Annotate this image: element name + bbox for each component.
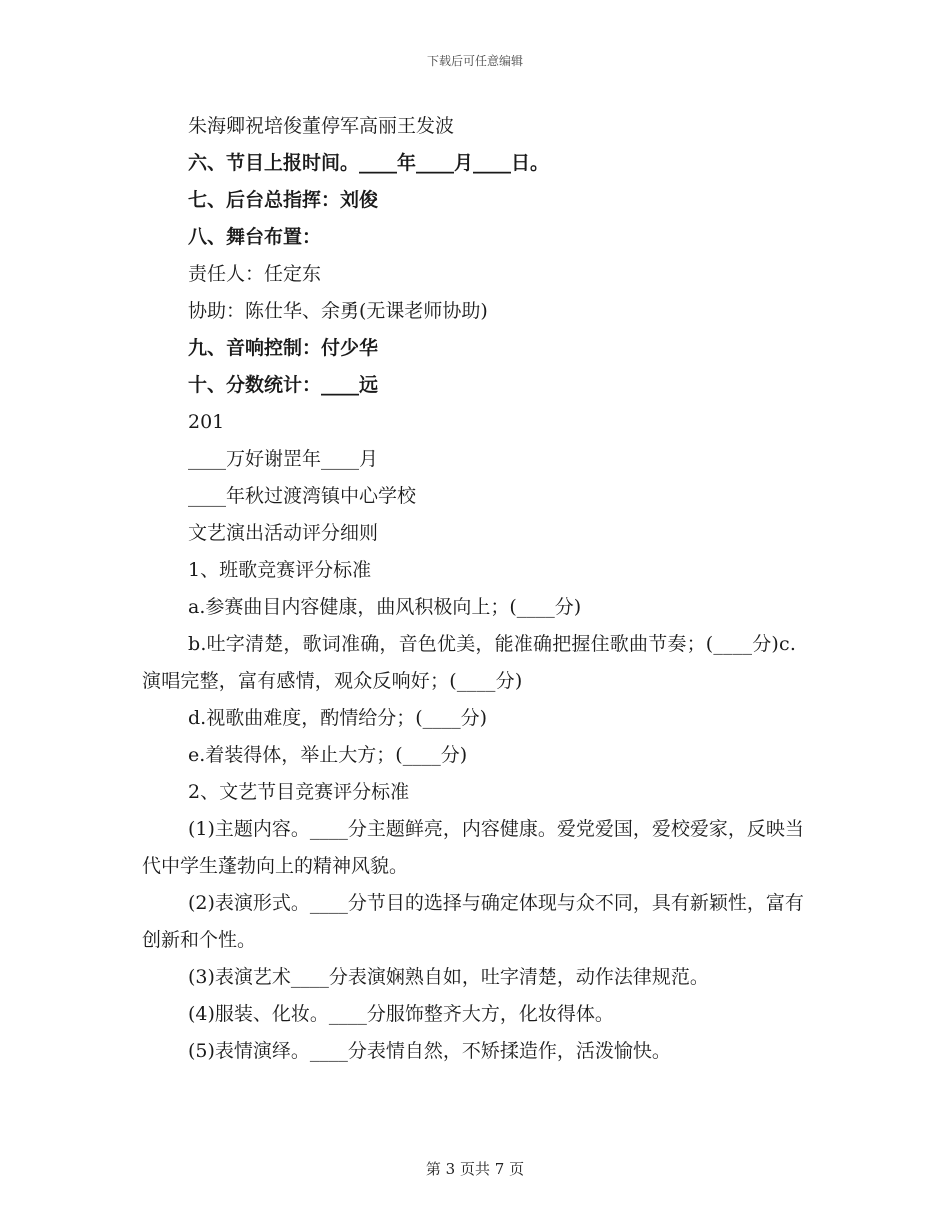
responsible-person-line: 责任人：任定东 bbox=[188, 263, 322, 285]
item-1-theme: (1)主题内容。____分主题鲜亮，内容健康。爱党爱国，爱校爱家，反映当代中学生蓬勃向上的精神风貌。 bbox=[142, 818, 804, 877]
section-6-heading: 六、节目上报时间。____年____月____日。 bbox=[188, 152, 550, 174]
year-line: 201 bbox=[188, 411, 225, 433]
section-8-heading: 八、舞台布置： bbox=[188, 226, 322, 248]
page-footer: 第 3 页共 7 页 bbox=[425, 1160, 525, 1178]
section-9-heading: 九、音响控制：付少华 bbox=[188, 337, 379, 359]
criterion-e: e.着装得体，举止大方；(____分) bbox=[188, 744, 468, 766]
item-3-art: (3)表演艺术____分表演娴熟自如，吐字清楚，动作法律规范。 bbox=[188, 966, 709, 988]
criterion-b-c: b.吐字清楚，歌词准确，音色优美，能准确把握住歌曲节奏；(____分)c.演唱完整，富有感情，观众反响好；(____分) bbox=[142, 633, 797, 692]
class-song-standard-heading: 1、班歌竞赛评分标准 bbox=[188, 559, 372, 581]
section-10-heading: 十、分数统计：____远 bbox=[188, 374, 379, 396]
item-2-form: (2)表演形式。____分节目的选择与确定体现与众不同，具有新颖性，富有创新和个性。 bbox=[142, 892, 804, 951]
rules-title: 文艺演出活动评分细则 bbox=[188, 522, 379, 544]
name-list-line: 朱海卿祝培俊董停军高丽王发波 bbox=[188, 115, 455, 137]
school-line: ____年秋过渡湾镇中心学校 bbox=[188, 485, 417, 507]
date-line: ____万好谢罡年____月 bbox=[188, 448, 379, 470]
assist-line: 协助：陈仕华、余勇(无课老师协助) bbox=[188, 300, 488, 322]
criterion-d: d.视歌曲难度，酌情给分；(____分) bbox=[188, 707, 488, 729]
document-body bbox=[142, 108, 810, 1070]
section-7-heading: 七、后台总指挥：刘俊 bbox=[188, 189, 379, 211]
criterion-a: a.参赛曲目内容健康，曲风积极向上；(____分) bbox=[188, 596, 582, 618]
program-standard-heading: 2、文艺节目竞赛评分标准 bbox=[188, 781, 410, 803]
item-4-costume: (4)服装、化妆。____分服饰整齐大方，化妆得体。 bbox=[188, 1003, 614, 1025]
page-header: 下载后可任意编辑 bbox=[426, 54, 523, 68]
item-5-expression: (5)表情演绎。____分表情自然，不矫揉造作，活泼愉快。 bbox=[188, 1040, 671, 1062]
